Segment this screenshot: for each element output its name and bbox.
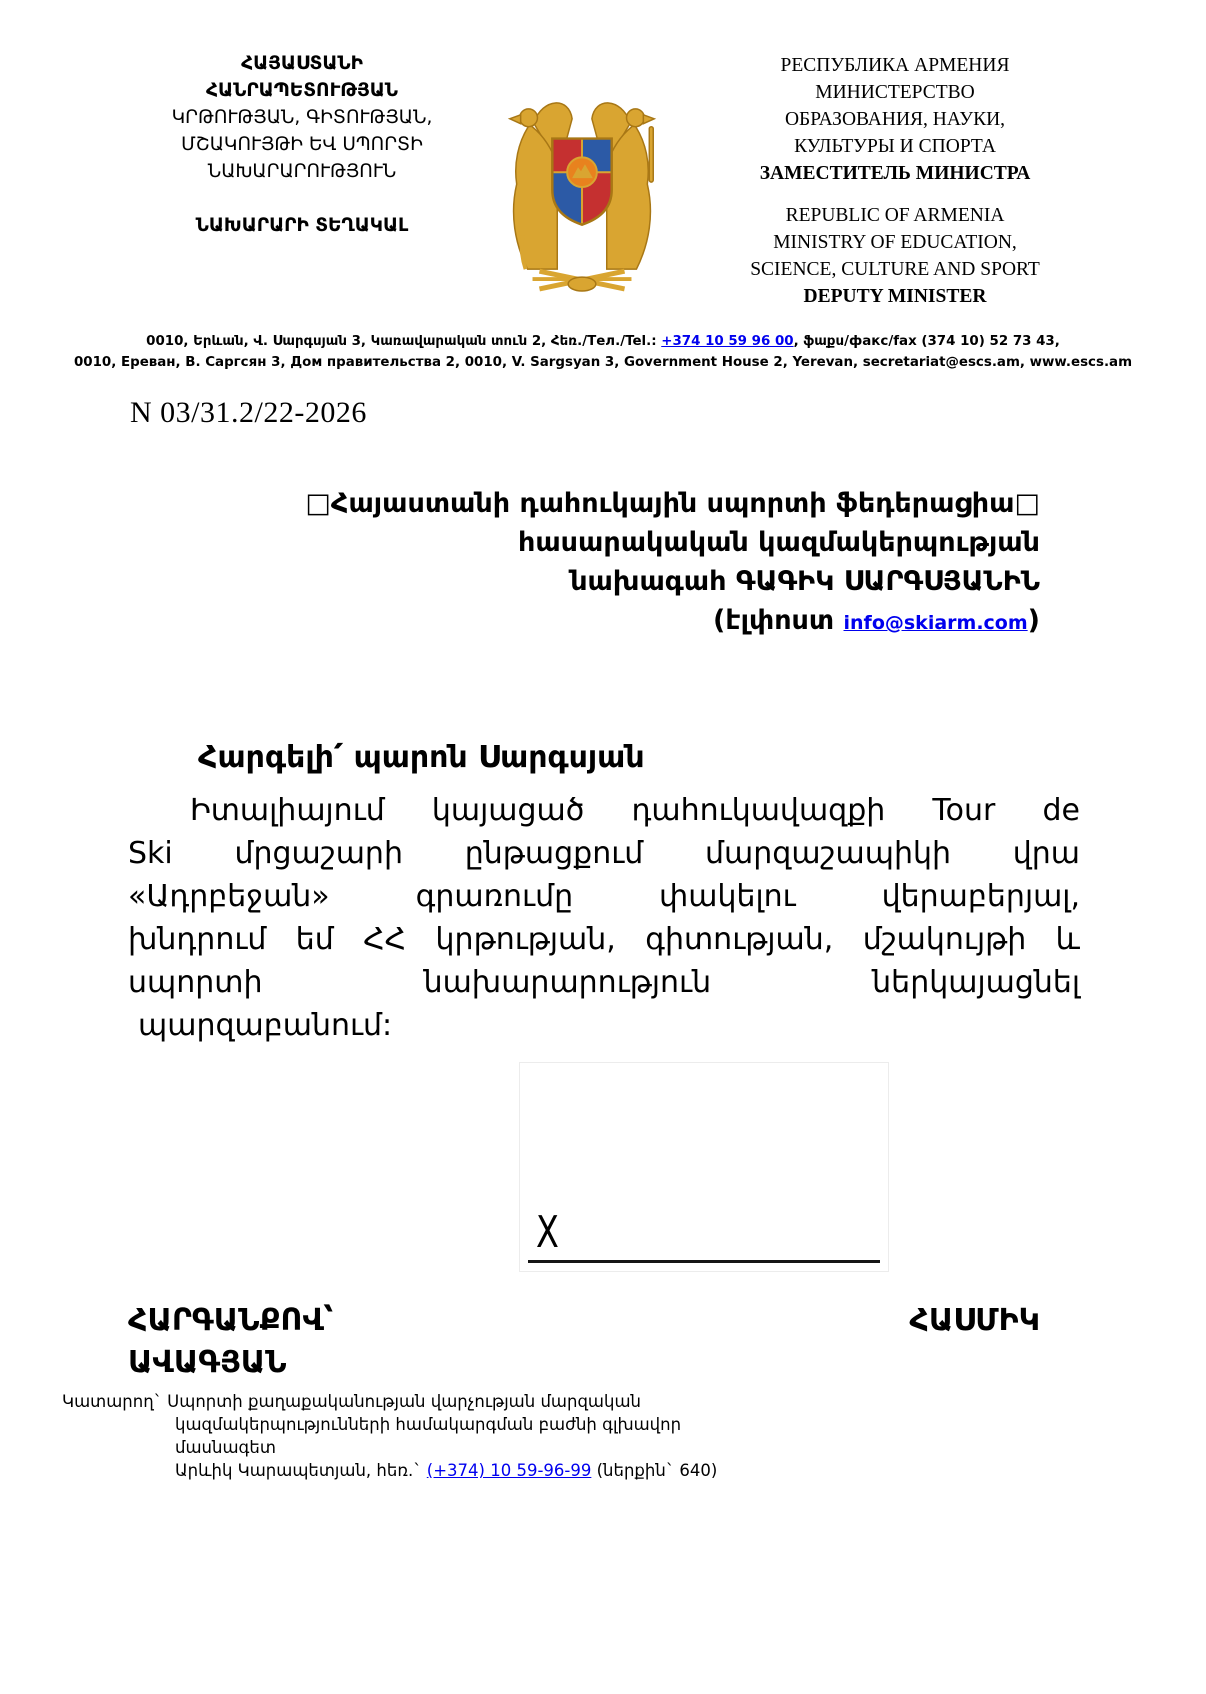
executor-label: Կատարող` bbox=[62, 1392, 168, 1411]
emblem-base bbox=[533, 271, 632, 291]
ministry-line-ru: МИНИСТЕРСТВО bbox=[815, 82, 975, 103]
body-line: Իտալիայում կայացած դահուկավազքի Tour de bbox=[190, 793, 1080, 828]
ministry-line: ՀԱՆՐԱՊԵՏՈՒԹՅԱՆ bbox=[206, 80, 398, 101]
ministry-line: ՀԱՅԱՍՏԱՆԻ bbox=[241, 53, 363, 74]
addressee-organization: □Հայաստանի դահուկային սպորտի ֆեդերացիա□ bbox=[305, 488, 1040, 519]
executor-extension: (ներքին` 640) bbox=[591, 1461, 718, 1480]
phone-link[interactable]: +374 10 59 96 00 bbox=[661, 334, 794, 349]
email-close-paren: ) bbox=[1027, 605, 1040, 636]
salutation: Հարգելի՛ պարոն Սարգսյան bbox=[198, 740, 645, 775]
executor-line-2: կազմակերպությունների համակարգման բաժնի գլխավոր մասնագետ bbox=[175, 1415, 682, 1457]
addressee-email-line bbox=[150, 601, 1040, 643]
executor-line-1 bbox=[62, 1390, 782, 1413]
deputy-minister-title-armenian: ՆԱԽԱՐԱՐԻ ՏԵՂԱԿԱԼ bbox=[195, 215, 409, 236]
ministry-line: ՆԱԽԱՐԱՐՈՒԹՅՈՒՆ bbox=[207, 161, 397, 182]
ministry-line: ԿՐԹՈՒԹՅԱՆ, ԳԻՏՈՒԹՅԱՆ, bbox=[171, 107, 433, 128]
respectfully-label: ՀԱՐԳԱՆՔՈՎ՝ bbox=[128, 1303, 334, 1338]
contact-line-1-tail: , ֆաքս/факс/fax (374 10) 52 73 43, bbox=[793, 334, 1060, 349]
signature-line bbox=[528, 1260, 880, 1263]
email-label: (էլփոստ bbox=[713, 605, 844, 636]
body-line: Ski մրցաշարի ընթացքում մարզաշապիկի վրա bbox=[128, 836, 1080, 871]
executor-name: Արևիկ Կարապետյան, հեռ.` bbox=[175, 1461, 427, 1480]
addressee-person: նախագահ ԳԱԳԻԿ ՍԱՐԳՍՅԱՆԻՆ bbox=[570, 566, 1040, 597]
ministry-line-en: SCIENCE, CULTURE AND SPORT bbox=[750, 259, 1040, 280]
executor-line-1-text: Սպորտի քաղաքականության վարչության մարզական bbox=[167, 1392, 641, 1411]
armenia-coat-of-arms-icon bbox=[488, 82, 676, 302]
ministry-line-ru: ОБРАЗОВАНИЯ, НАУКИ, bbox=[784, 109, 1006, 130]
signatory-name bbox=[128, 1300, 1040, 1384]
email-link[interactable]: info@skiarm.com bbox=[843, 612, 1028, 634]
letter-body bbox=[128, 789, 1080, 1047]
ministry-line-en: REPUBLIC OF ARMENIA bbox=[785, 205, 1005, 226]
signatory-last-name: ԱՎԱԳՅԱՆ bbox=[128, 1345, 287, 1380]
signature-x-mark: X bbox=[536, 1207, 559, 1258]
signature-field[interactable] bbox=[519, 1062, 889, 1272]
ministry-line-en: MINISTRY OF EDUCATION, bbox=[773, 232, 1017, 253]
deputy-minister-title-english: DEPUTY MINISTER bbox=[803, 286, 987, 307]
executor-line-3 bbox=[62, 1459, 782, 1482]
contact-line-1 bbox=[30, 331, 1176, 352]
signatory-row-1 bbox=[128, 1300, 1040, 1342]
shield bbox=[552, 139, 611, 228]
contact-info bbox=[30, 331, 1176, 373]
body-line: խնդրում եմ ՀՀ կրթության, գիտության, մշակույթի և bbox=[128, 922, 1080, 957]
signatory-first-name: ՀԱՍՄԻԿ bbox=[909, 1303, 1040, 1338]
reference-number: N 03/31.2/22-2026 bbox=[130, 396, 367, 429]
footer-phone-link[interactable]: (+374) 10 59-96-99 bbox=[426, 1461, 592, 1480]
body-line: «Ադրբեջան» գրառումը փակելու վերաբերյալ, bbox=[128, 879, 1080, 914]
addressee-organization-type: հասարակական կազմակերպության bbox=[517, 527, 1040, 558]
ministry-line-ru: КУЛЬТУРЫ И СПОРТА bbox=[794, 136, 996, 157]
ministry-name-armenian bbox=[124, 50, 480, 239]
body-line: սպորտի նախարարություն ներկայացնել bbox=[128, 965, 1080, 1000]
deputy-minister-title-russian: ЗАМЕСТИТЕЛЬ МИНИСТРА bbox=[759, 163, 1031, 184]
executor-note bbox=[62, 1390, 782, 1482]
addressee-block bbox=[150, 484, 1040, 643]
ministry-name-russian-english bbox=[688, 52, 1102, 310]
body-line: պարզաբանում: bbox=[138, 1008, 393, 1043]
contact-line-1-text: 0010, Երևան, Վ. Սարգսյան 3, Կառավարական տուն 2, Հեռ./Тел./Tel.: bbox=[146, 334, 662, 349]
contact-line-2: 0010, Ереван, В. Саргсян 3, Дом правительства 2, 0010, V. Sargsyan 3, Government House 2, Yerevan, secretariat@escs.am, www.escs.am bbox=[73, 355, 1133, 370]
ministry-line: ՄՇԱԿՈՒՅԹԻ ԵՎ ՍՊՈՐՏԻ bbox=[181, 134, 423, 155]
ministry-line-ru: РЕСПУБЛИКА АРМЕНИЯ bbox=[780, 55, 1010, 76]
